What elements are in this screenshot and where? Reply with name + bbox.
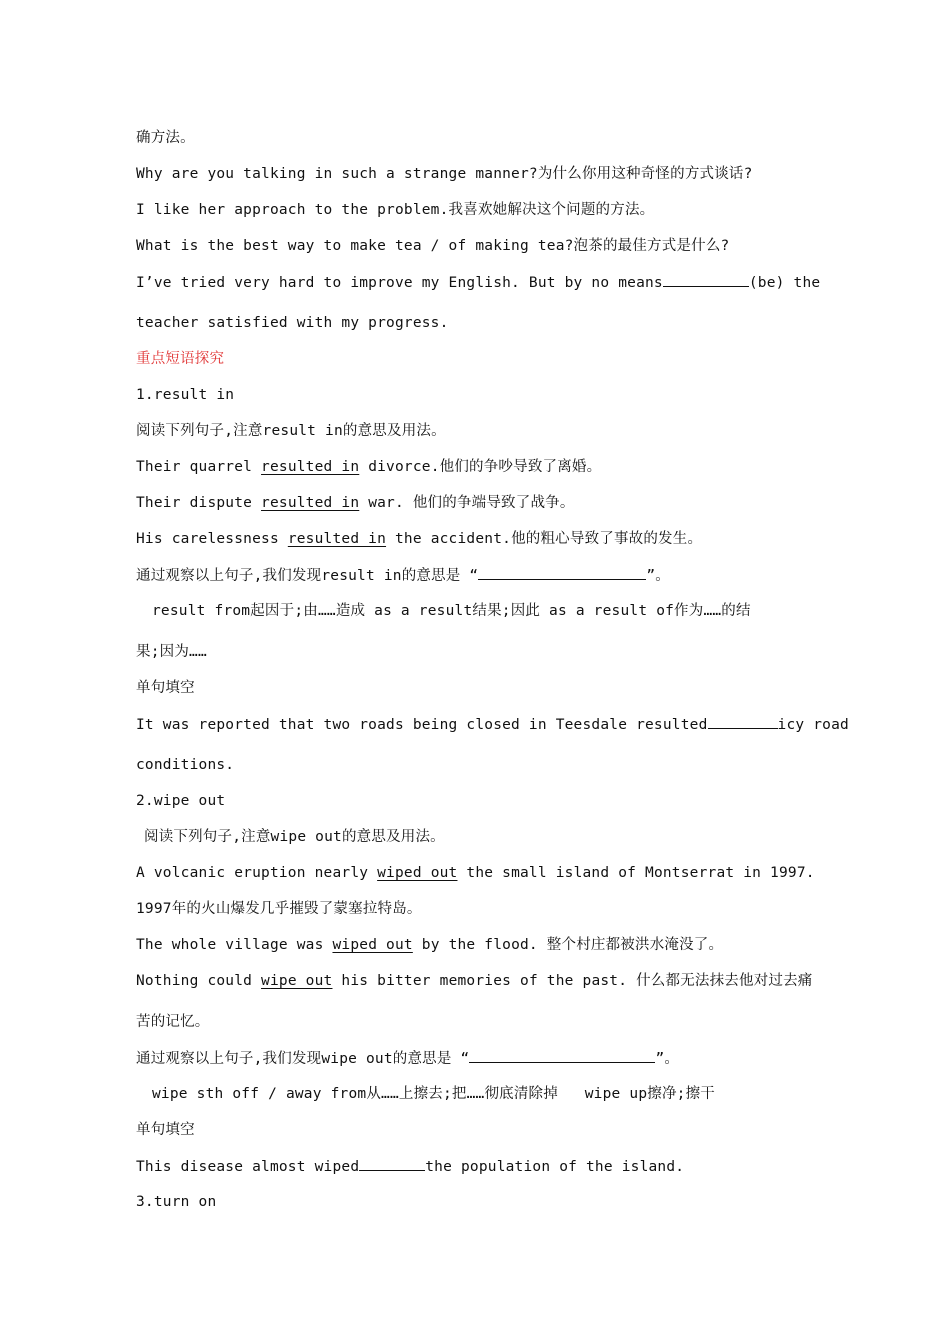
- text-line: [136, 272, 821, 293]
- sentence-text: the population of the island.: [425, 1159, 685, 1175]
- underlined-phrase: wipe out: [261, 973, 333, 989]
- text-line: I like her approach to the problem.我喜欢她解决这个问题的方法。: [136, 202, 655, 218]
- exercise-label: 单句填空: [136, 680, 195, 696]
- phrase-title: 3.turn on: [136, 1194, 217, 1210]
- sentence-text: (be) the: [748, 275, 821, 291]
- extension-note: 果;因为……: [136, 644, 207, 660]
- text-line: Why are you talking in such a strange manner?为什么你用这种奇怪的方式谈话?: [136, 166, 753, 182]
- sentence-text: his bitter memories of the past. 什么都无法抹去他对过去痛: [332, 973, 813, 989]
- sentence-text: 通过观察以上句子,我们发现wipe out的意思是 “: [136, 1051, 470, 1067]
- instruction-text: 阅读下列句子,注意wipe out的意思及用法。: [144, 829, 445, 845]
- sentence-text: I’ve tried very hard to improve my English. But by no means: [136, 275, 663, 291]
- section-heading: 重点短语探究: [136, 351, 225, 367]
- answer-blank[interactable]: [359, 1156, 425, 1171]
- instruction-text: 阅读下列句子,注意result in的意思及用法。: [136, 423, 446, 439]
- sentence-text: war. 他们的争端导致了战争。: [359, 495, 575, 511]
- text-line: 确方法。: [136, 130, 195, 146]
- sentence-text: the accident.他的粗心导致了事故的发生。: [386, 531, 703, 547]
- example-translation: 1997年的火山爆发几乎摧毁了蒙塞拉特岛。: [136, 901, 422, 917]
- exercise-sentence: [136, 714, 849, 735]
- example-sentence: [136, 971, 816, 991]
- sentence-text: ”。: [646, 568, 670, 584]
- answer-blank[interactable]: [663, 272, 749, 287]
- underlined-phrase: wiped out: [377, 865, 458, 881]
- sentence-text: The whole village was: [136, 937, 333, 953]
- observation-question: [136, 565, 816, 586]
- sentence-text: A volcanic eruption nearly: [136, 865, 378, 881]
- observation-question: [136, 1048, 816, 1069]
- extension-note: result from起因于;由……造成 as a result结果;因此 as a result of作为……的结: [152, 603, 751, 619]
- sentence-text: icy road: [777, 717, 849, 733]
- sentence-text: This disease almost wiped: [136, 1159, 360, 1175]
- example-sentence: [136, 935, 816, 955]
- underlined-phrase: resulted in: [261, 495, 360, 511]
- underlined-phrase: wiped out: [332, 937, 413, 953]
- extension-note: wipe sth off / away from从……上擦去;把……彻底清除掉 wipe up擦净;擦干: [152, 1086, 715, 1102]
- sentence-text: the small island of Montserrat in 1997.: [457, 865, 815, 881]
- sentence-text: His carelessness: [136, 531, 288, 547]
- exercise-sentence: [136, 1156, 816, 1177]
- example-sentence: [136, 863, 816, 883]
- sentence-text: Their dispute: [136, 495, 262, 511]
- sentence-text: by the flood. 整个村庄都被洪水淹没了。: [412, 937, 724, 953]
- sentence-text: ”。: [655, 1051, 680, 1067]
- exercise-label: 单句填空: [136, 1122, 195, 1138]
- exercise-sentence: conditions.: [136, 757, 235, 773]
- text-line: What is the best way to make tea / of making tea?泡茶的最佳方式是什么?: [136, 238, 730, 254]
- sentence-text: divorce.他们的争吵导致了离婚。: [359, 459, 602, 475]
- text-line: teacher satisfied with my progress.: [136, 315, 449, 331]
- phrase-title: 1.result in: [136, 387, 235, 403]
- sentence-text: Their quarrel: [136, 459, 262, 475]
- underlined-phrase: resulted in: [287, 531, 387, 547]
- phrase-title: 2.wipe out: [136, 793, 226, 809]
- sentence-text: 通过观察以上句子,我们发现result in的意思是 “: [136, 568, 479, 584]
- example-sentence: [136, 493, 816, 513]
- answer-blank[interactable]: [708, 714, 778, 729]
- example-sentence: [136, 457, 816, 477]
- answer-blank[interactable]: [469, 1048, 655, 1063]
- answer-blank[interactable]: [478, 565, 646, 580]
- sentence-text: It was reported that two roads being closed in Teesdale resulted: [136, 717, 708, 733]
- example-sentence: 苦的记忆。: [136, 1014, 210, 1030]
- underlined-phrase: resulted in: [261, 459, 360, 475]
- example-sentence: [136, 529, 816, 549]
- sentence-text: Nothing could: [136, 973, 262, 989]
